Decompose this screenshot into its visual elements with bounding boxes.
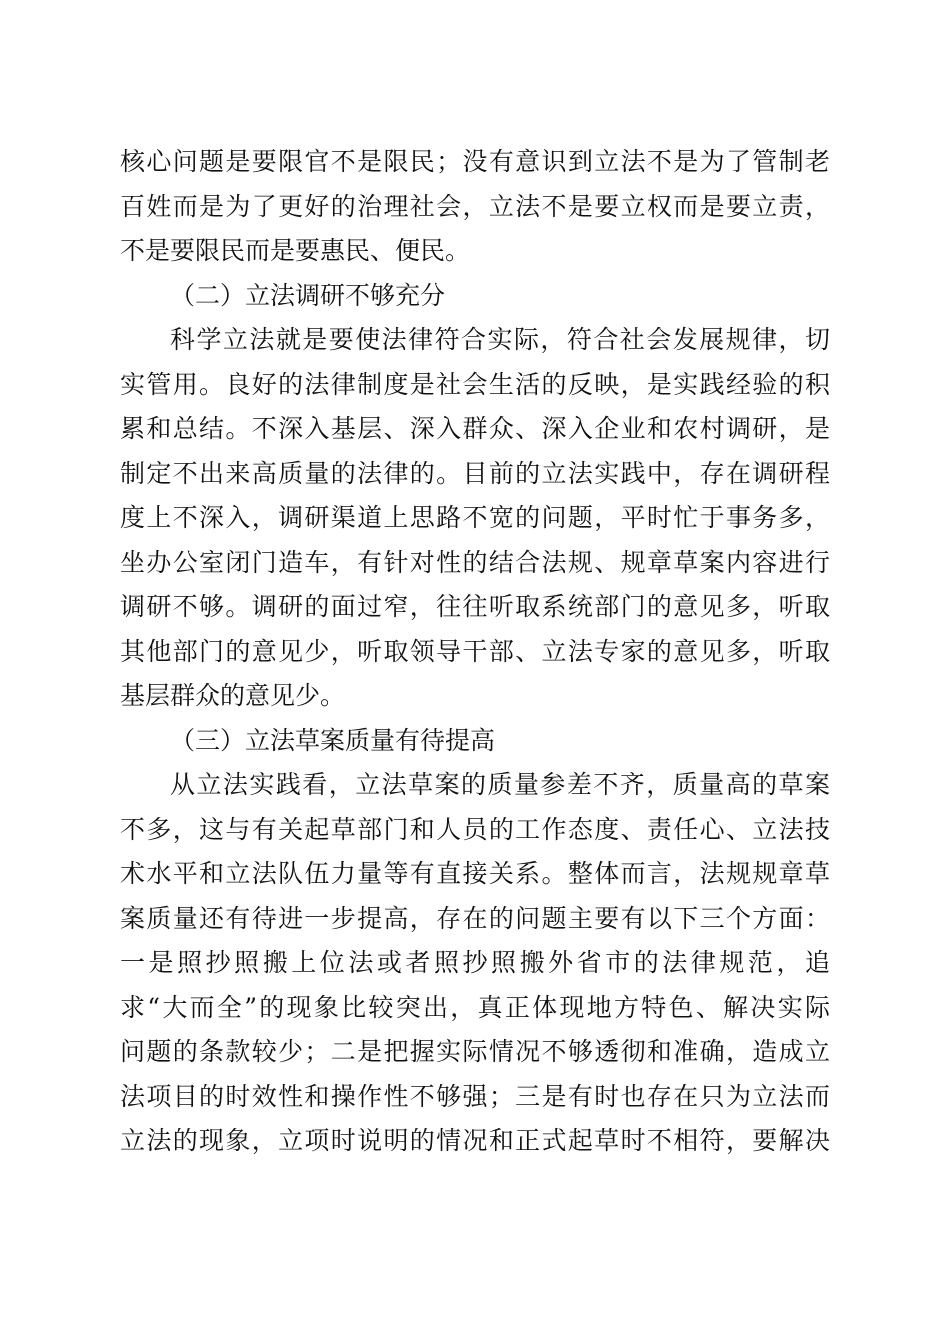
paragraph-line: 术水平和立法队伍力量等有直接关系。整体而言，法规规章草 (120, 859, 830, 888)
document-body (120, 140, 830, 1164)
paragraph-line: 科学立法就是要使法律符合实际，符合社会发展规律，切 (170, 325, 830, 354)
paragraph-line: 实管用。良好的法律制度是社会生活的反映，是实践经验的积 (120, 369, 830, 399)
paragraph-line: 坐办公室闭门造车，有针对性的结合法规、规章草案内容进行 (120, 547, 830, 577)
paragraph-2 (120, 318, 830, 719)
paragraph-line: 累和总结。不深入基层、深入群众、深入企业和农村调研，是 (120, 414, 830, 443)
paragraph-line: 从立法实践看，立法草案的质量参差不齐，质量高的草案 (170, 770, 830, 799)
paragraph-line: 案质量还有待进一步提高，存在的问题主要有以下三个方面： (120, 903, 830, 933)
section-heading-2: （二）立法调研不够充分 (170, 280, 446, 310)
paragraph-line: 立法的现象，立项时说明的情况和正式起草时不相符，要解决 (120, 1126, 830, 1155)
paragraph-line: 制定不出来高质量的法律的。目前的立法实践中，存在调研程 (120, 458, 830, 488)
paragraph-line: 法项目的时效性和操作性不够强；三是有时也存在只为立法而 (120, 1081, 830, 1111)
paragraph-line: 度上不深入，调研渠道上思路不宽的问题，平时忙于事务多， (120, 503, 830, 532)
paragraph-1 (120, 140, 830, 274)
paragraph-line: 一是照抄照搬上位法或者照抄照搬外省市的法律规范，追 (120, 948, 830, 977)
paragraph-line: 基层群众的意见少。 (120, 681, 346, 710)
paragraph-line: 不多，这与有关起草部门和人员的工作态度、责任心、立法技 (120, 814, 830, 844)
paragraph-line: 调研不够。调研的面过窄，往往听取系统部门的意见多，听取 (120, 592, 830, 621)
paragraph-line: 不是要限民而是要惠民、便民。 (120, 236, 471, 265)
paragraph-line: 求“大而全”的现象比较突出，真正体现地方特色、解决实际 (120, 992, 830, 1022)
paragraph-line: 其他部门的意见少，听取领导干部、立法专家的意见多，听取 (120, 636, 830, 666)
paragraph-line: 问题的条款较少；二是把握实际情况不够透彻和准确，造成立 (120, 1037, 830, 1066)
paragraph-line: 核心问题是要限官不是限民；没有意识到立法不是为了管制老 (120, 147, 830, 176)
paragraph-3 (120, 763, 830, 1164)
paragraph-line: 百姓而是为了更好的治理社会，立法不是要立权而是要立责， (120, 191, 830, 221)
section-heading-3: （三）立法草案质量有待提高 (170, 725, 496, 755)
